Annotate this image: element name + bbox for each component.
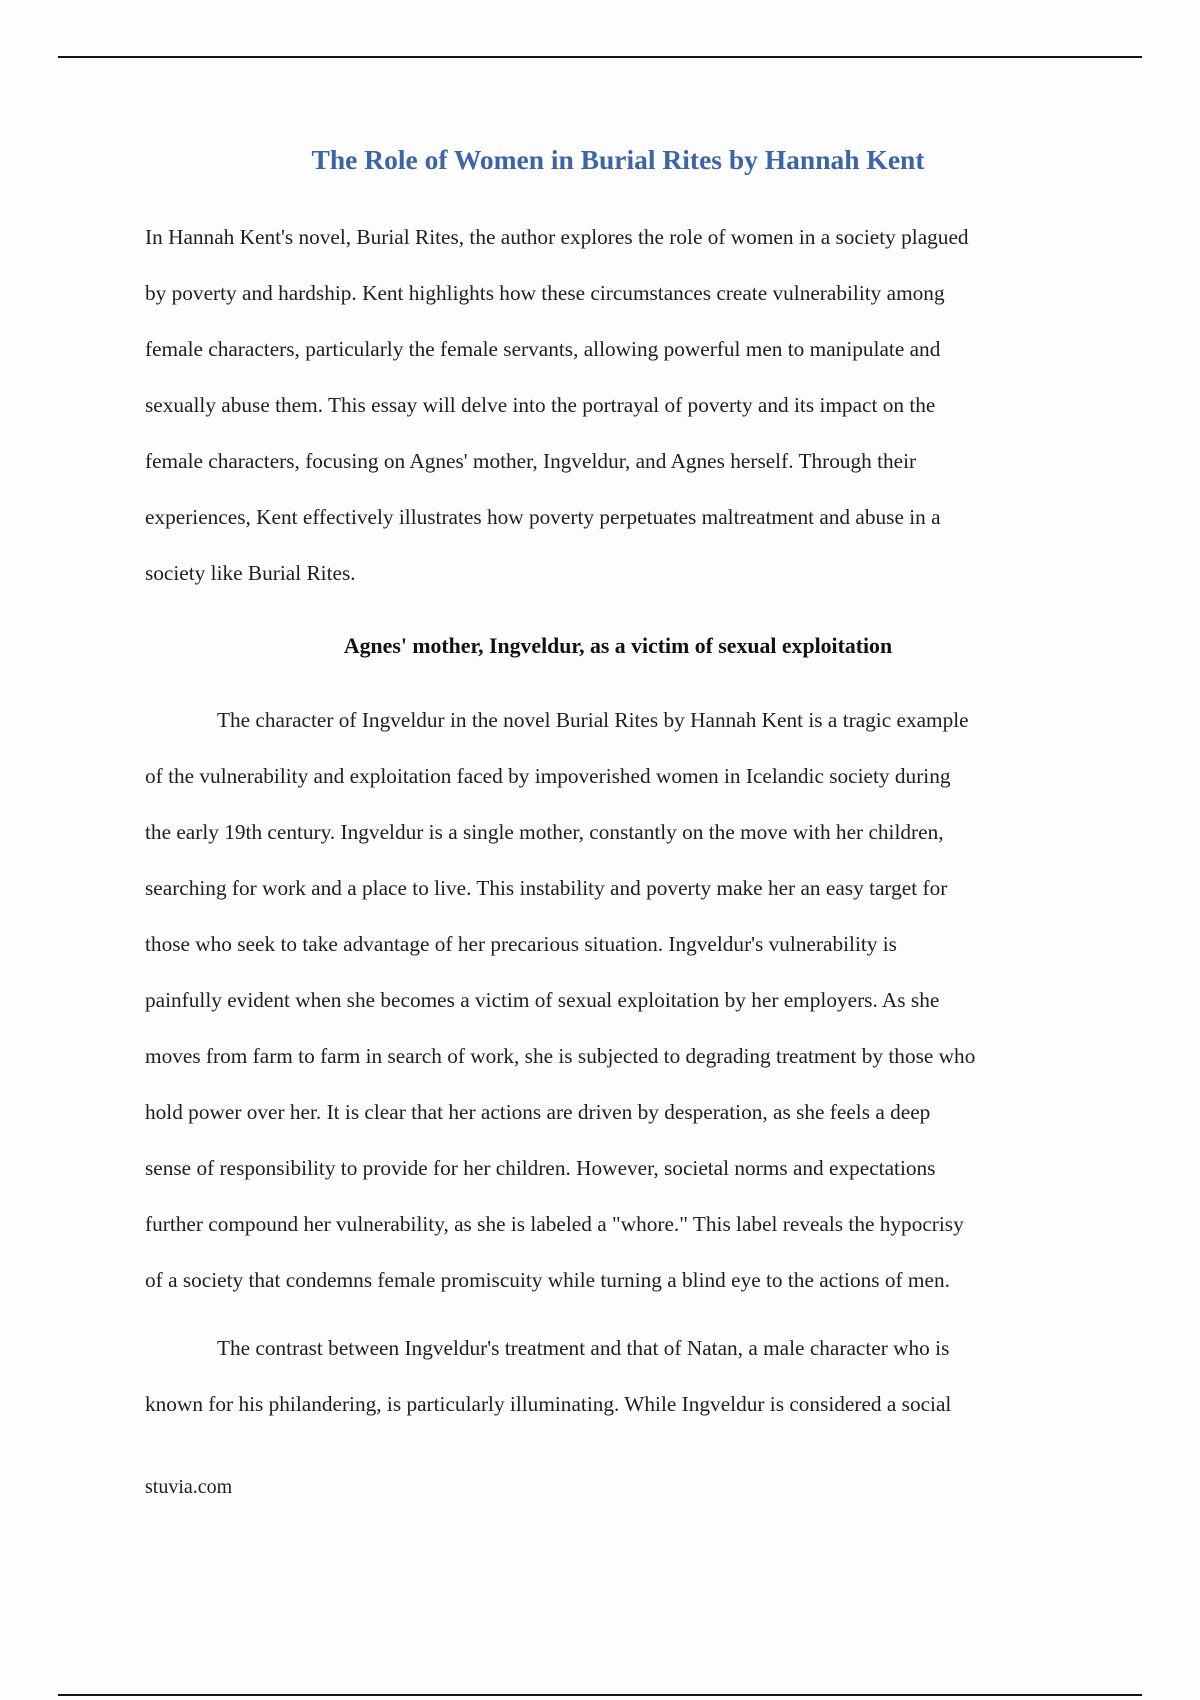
text-line: moves from farm to farm in search of work, she is subjected to degrading treatment by those who: [145, 1044, 976, 1068]
text-line: the early 19th century. Ingveldur is a single mother, constantly on the move with her children,: [145, 820, 944, 844]
text-line: sexually abuse them. This essay will delve into the portrayal of poverty and its impact on the: [145, 393, 936, 417]
text-line: female characters, particularly the female servants, allowing powerful men to manipulate and: [145, 337, 941, 361]
text-line: known for his philandering, is particularly illuminating. While Ingveldur is considered a social: [145, 1392, 952, 1416]
bottom-rule: [58, 1694, 1142, 1696]
text-line: The character of Ingveldur in the novel Burial Rites by Hannah Kent is a tragic example: [217, 708, 969, 732]
text-line: of a society that condemns female promiscuity while turning a blind eye to the actions of men.: [145, 1268, 950, 1292]
body-paragraph-2: [145, 1320, 1095, 1432]
intro-paragraph: [145, 209, 1095, 601]
text-line: The contrast between Ingveldur's treatment and that of Natan, a male character who is: [217, 1336, 950, 1360]
body-paragraph-1: [145, 692, 1095, 1308]
text-line: those who seek to take advantage of her precarious situation. Ingveldur's vulnerability is: [145, 932, 897, 956]
text-line: society like Burial Rites.: [145, 561, 356, 585]
section-heading: Agnes' mother, Ingveldur, as a victim of sexual exploitation: [343, 634, 893, 658]
text-line: by poverty and hardship. Kent highlights how these circumstances create vulnerability among: [145, 281, 945, 305]
top-rule: [58, 56, 1142, 58]
text-line: hold power over her. It is clear that her actions are driven by desperation, as she feels a deep: [145, 1100, 931, 1124]
text-line: painfully evident when she becomes a victim of sexual exploitation by her employers. As she: [145, 988, 940, 1012]
text-line: sense of responsibility to provide for her children. However, societal norms and expectations: [145, 1156, 936, 1180]
text-line: of the vulnerability and exploitation faced by impoverished women in Icelandic society during: [145, 764, 951, 788]
text-line: In Hannah Kent's novel, Burial Rites, the author explores the role of women in a society plagued: [145, 225, 969, 249]
footer-source: stuvia.com: [145, 1476, 233, 1498]
text-line: searching for work and a place to live. This instability and poverty make her an easy target for: [145, 876, 948, 900]
text-line: female characters, focusing on Agnes' mother, Ingveldur, and Agnes herself. Through their: [145, 449, 917, 473]
text-line: further compound her vulnerability, as she is labeled a "whore." This label reveals the hypocrisy: [145, 1212, 964, 1236]
document-title: The Role of Women in Burial Rites by Hannah Kent: [311, 144, 925, 175]
text-line: experiences, Kent effectively illustrates how poverty perpetuates maltreatment and abuse in a: [145, 505, 941, 529]
